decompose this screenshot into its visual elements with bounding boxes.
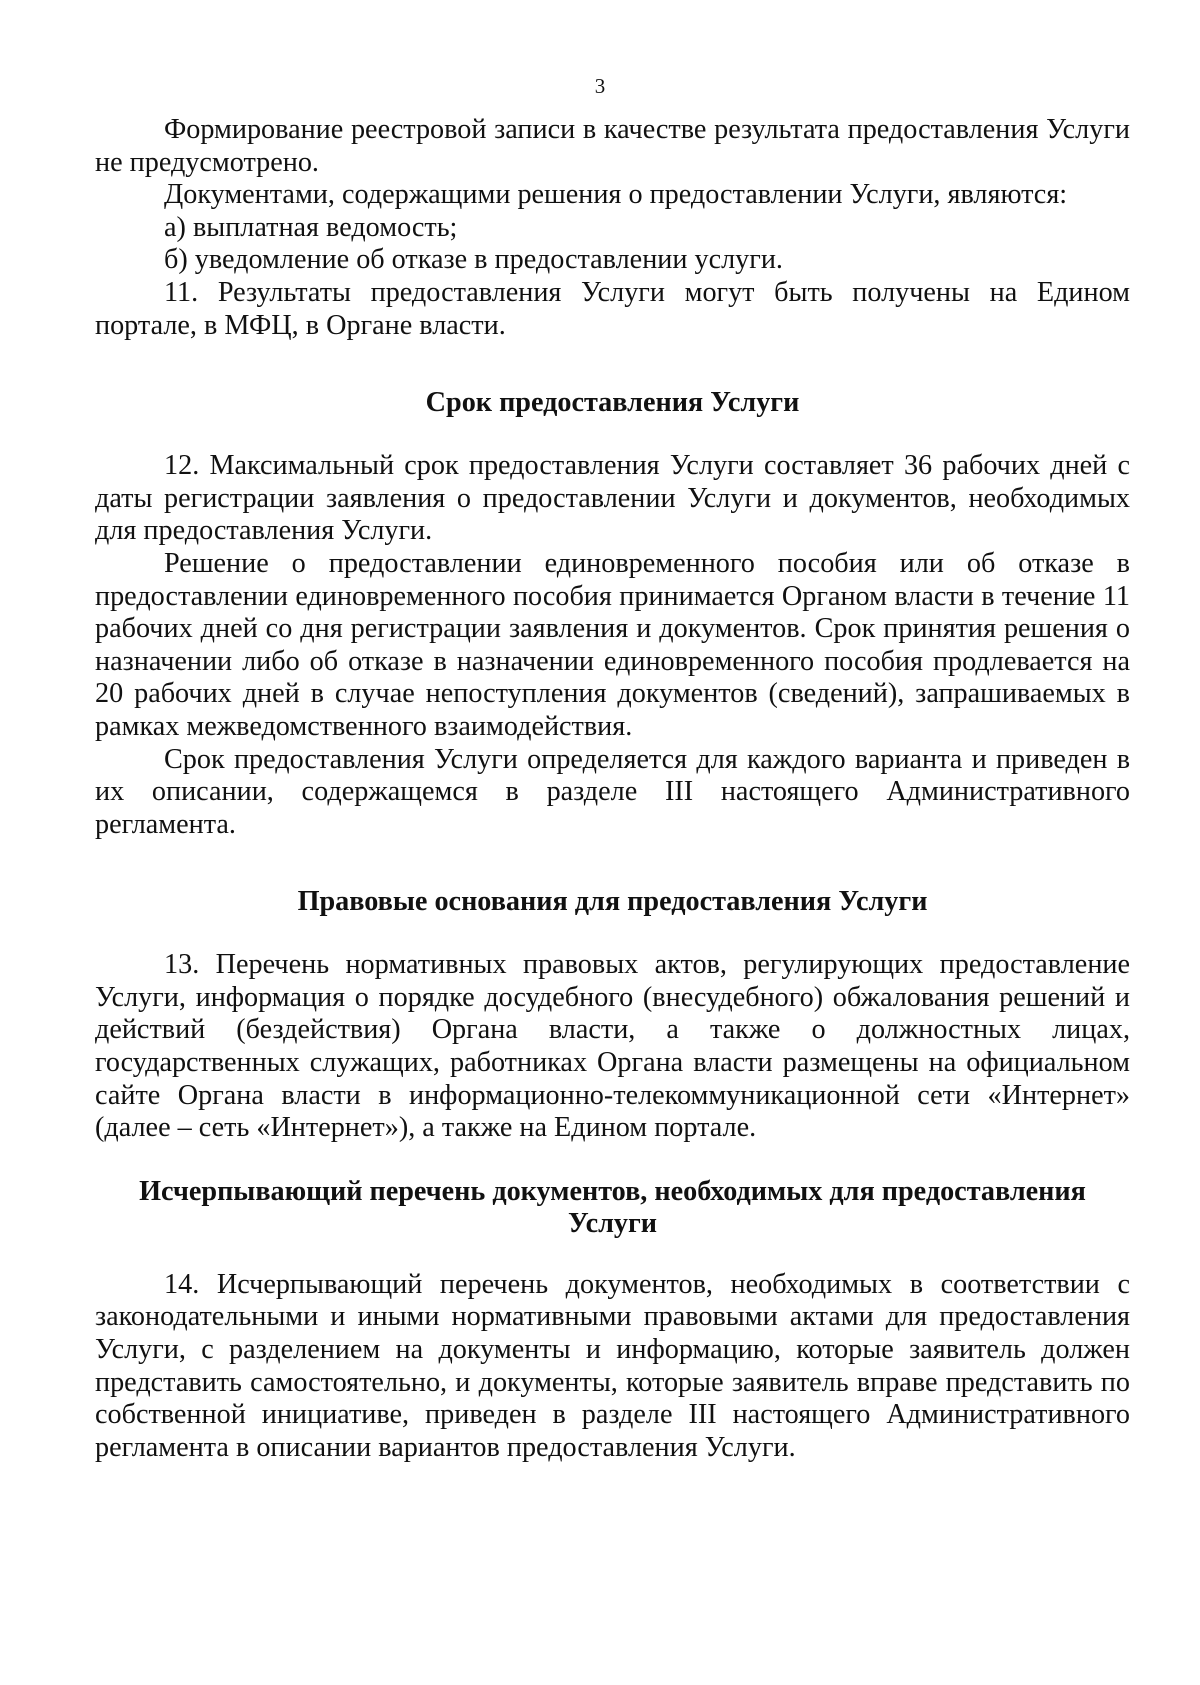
paragraph-11: 11. Результаты предоставления Услуги могут быть получены на Едином портале, в МФЦ, в Органе власти. [95,276,1130,341]
list-item-a: а) выплатная ведомость; [164,211,458,243]
list-item-b: б) уведомление об отказе в предоставлении услуги. [164,244,783,276]
paragraph-14: 14. Исчерпывающий перечень документов, необходимых в соответствии с законодательными и иными нормативными правовыми актами для предоставления Услуги, с разделением на документы и информацию, которые заявитель должен представить самостоятельно, и документы, которые заявитель вправе представить по собственной инициативе, приведен в разделе III настоящего Административного регламента в описании вариантов предоставления Услуги. [95,1268,1130,1463]
section-heading-documents [95,1176,1130,1240]
paragraph-registry-record: Формирование реестровой записи в качестве результата предоставления Услуги не предусмотрено. [95,114,1130,178]
document-body [95,114,1130,1464]
paragraph-decision-documents: Документами, содержащими решения о предоставлении Услуги, являются: [164,179,1068,211]
page-number: 3 [594,74,606,98]
paragraph-term-variants: Срок предоставления Услуги определяется для каждого варианта и приведен в их описании, содержащемся в разделе III настоящего Административного регламента. [95,743,1130,840]
section-heading-legal: Правовые основания для предоставления Услуги [297,886,928,918]
paragraph-12: 12. Максимальный срок предоставления Услуги составляет 36 рабочих дней с даты регистрации заявления о предоставлении Услуги и документов, необходимых для предоставления Услуги. [95,450,1130,547]
section-heading-documents-line2: Услуги [567,1207,658,1239]
paragraph-decision-term: Решение о предоставлении единовременного пособия или об отказе в предоставлении единовременного пособия принимается Органом власти в течение 11 рабочих дней со дня регистрации заявления и документов. Срок принятия решения о назначении либо об отказе в назначении единовременного пособия продлевается на 20 рабочих дней в случае непоступления документов (сведений), запрашиваемых в рамках межведомственного взаимодействия. [95,547,1130,742]
section-heading-term: Срок предоставления Услуги [425,387,800,419]
paragraph-13: 13. Перечень нормативных правовых актов, регулирующих предоставление Услуги, информация о порядке досудебного (внесудебного) обжалования решений и действий (бездействия) Органа власти, а также о должностных лицах, государственных служащих, работниках Органа власти размещены на официальном сайте Органа власти в информационно-телекоммуникационной сети «Интернет» (далее – сеть «Интернет»), а также на Едином портале. [95,949,1130,1144]
section-heading-documents-line1: Исчерпывающий перечень документов, необходимых для предоставления [139,1175,1086,1207]
